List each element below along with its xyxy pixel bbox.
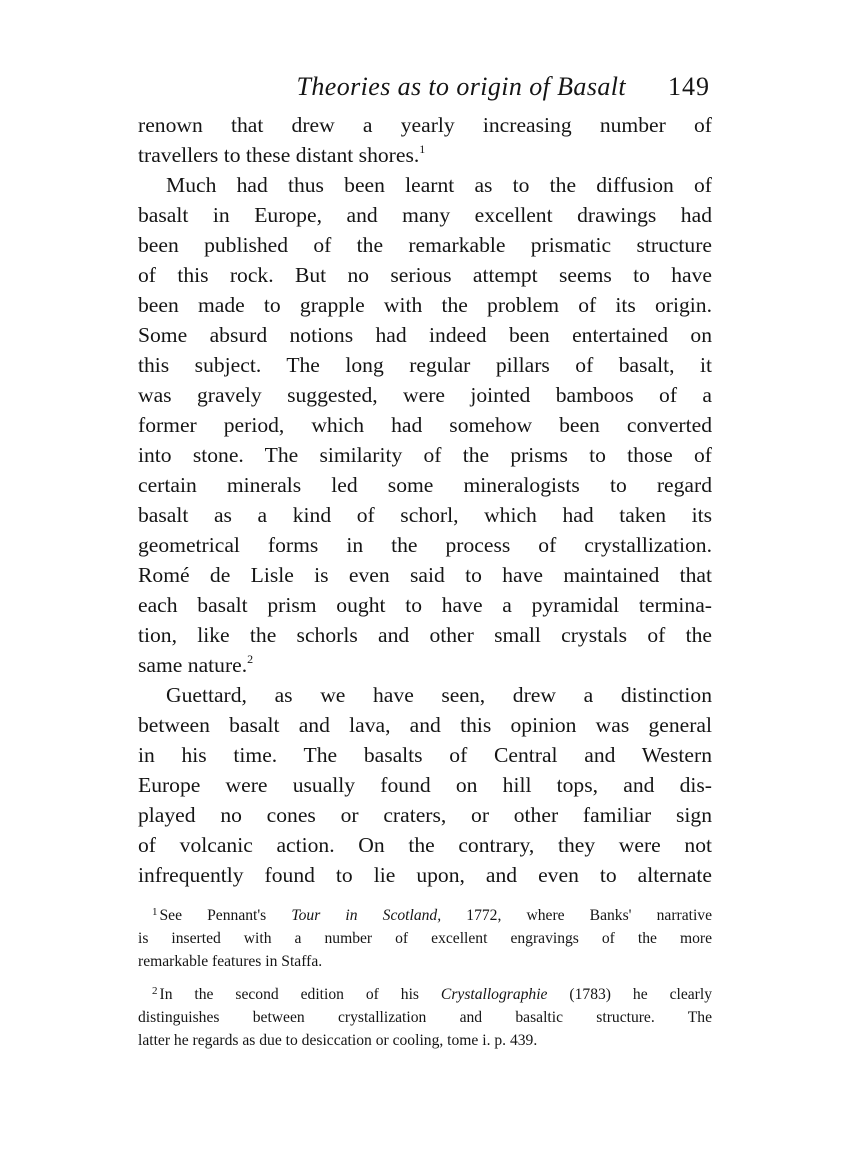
text-line: basalt as a kind of schorl, which had taken its (138, 503, 712, 527)
footnote-text: (1783) he clearly (569, 986, 712, 1003)
text-line: tion, like the schorls and other small crystals of the (138, 623, 712, 647)
text-line-content: same nature. (138, 653, 248, 677)
footnote-line: is inserted with a number of excellent engravings of the more (138, 930, 712, 947)
text-line: between basalt and lava, and this opinion was general (138, 713, 712, 737)
text-line: in his time. The basalts of Central and Western (138, 743, 712, 767)
cited-title: Tour in Scotland, (291, 907, 442, 924)
text-line: been published of the remarkable prismatic structure (138, 233, 712, 257)
footnote-line: remarkable features in Staffa. (138, 953, 323, 970)
text-line: of this rock. But no serious attempt seems to have (138, 263, 712, 287)
text-line: played no cones or craters, or other familiar sign (138, 803, 712, 827)
text-line: basalt in Europe, and many excellent drawings had (138, 203, 712, 227)
text-line: renown that drew a yearly increasing number of (138, 113, 712, 137)
text-line: each basalt prism ought to have a pyramidal termina- (138, 593, 712, 617)
text-line: of volcanic action. On the contrary, they were not (138, 833, 712, 857)
page-number: 149 (668, 72, 710, 101)
text-line: into stone. The similarity of the prisms to those of (138, 443, 712, 467)
running-title: Theories as to origin of Basalt (296, 72, 626, 101)
running-head (138, 64, 712, 110)
text-line: certain minerals led some mineralogists to regard (138, 473, 712, 497)
footnote-text: In the second edition of his (159, 986, 419, 1003)
footnote-line: latter he regards as due to desiccation or cooling, tome i. p. 439. (138, 1032, 538, 1049)
footnote-ref-2: 2 (247, 652, 254, 666)
text-line: infrequently found to lie upon, and even to alternate (138, 863, 712, 887)
footnotes (138, 904, 712, 1052)
footnote-text: See Pennant's (159, 907, 267, 924)
text-line: Romé de Lisle is even said to have maintained that (138, 563, 712, 587)
cited-title: Crystallographie (440, 986, 548, 1003)
text-line: former period, which had somehow been converted (138, 413, 712, 437)
text-line: was gravely suggested, were jointed bamboos of a (138, 383, 712, 407)
footnote-2 (138, 983, 712, 1052)
text-line: Some absurd notions had indeed been entertained on (138, 323, 712, 347)
footnote-line: distinguishes between crystallization and basaltic structure. The (138, 1009, 712, 1026)
body-text (138, 110, 712, 890)
text-line (138, 650, 712, 680)
text-line (138, 140, 712, 170)
text-line: this subject. The long regular pillars of basalt, it (138, 353, 712, 377)
text-line-content: travellers to these distant shores. (138, 143, 420, 167)
footnote-marker: 2 (152, 985, 158, 997)
footnote-line (138, 983, 712, 1006)
text-line: Europe were usually found on hill tops, and dis- (138, 773, 712, 797)
paragraph-first-line: Guettard, as we have seen, drew a distinction (166, 683, 712, 707)
footnote-text: 1772, where Banks' narrative (466, 907, 713, 924)
footnote-ref-1: 1 (419, 142, 426, 156)
book-page (138, 64, 712, 1062)
footnote-marker: 1 (152, 906, 158, 918)
text-line: geometrical forms in the process of crystallization. (138, 533, 712, 557)
footnote-line (138, 904, 712, 927)
text-line: been made to grapple with the problem of its origin. (138, 293, 712, 317)
footnote-1 (138, 904, 712, 973)
paragraph-first-line: Much had thus been learnt as to the diffusion of (166, 173, 712, 197)
